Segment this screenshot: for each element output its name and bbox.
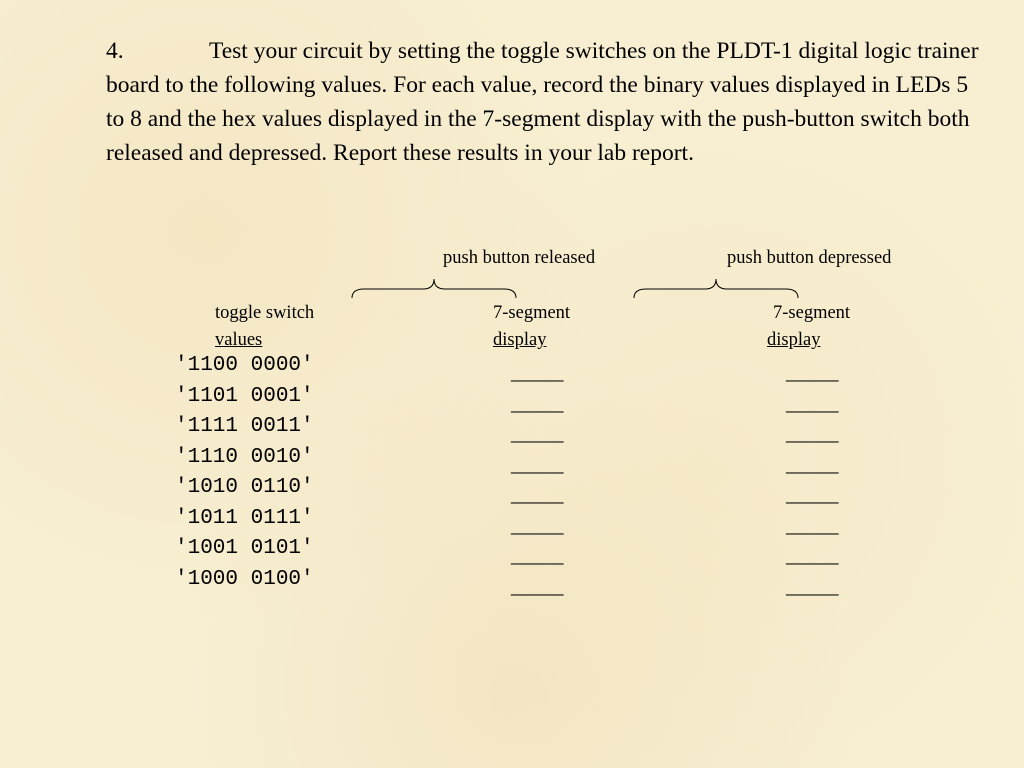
col-header-depressed-line1: 7-segment xyxy=(773,303,851,323)
instruction-paragraph xyxy=(106,34,986,170)
group-header-released: push button released xyxy=(443,248,596,268)
col-header-released-line2: display xyxy=(493,330,547,350)
toggle-value: '1000 0100' xyxy=(175,567,314,591)
depressed-answer-blank: _____ xyxy=(786,451,839,476)
col-header-toggle-line2: values xyxy=(215,330,263,350)
released-answer-blank: _____ xyxy=(511,451,564,476)
toggle-value: '1101 0001' xyxy=(175,384,314,408)
depressed-answer-blank: _____ xyxy=(786,390,839,415)
col-header-released-line1: 7-segment xyxy=(493,303,571,323)
depressed-answer-blank: _____ xyxy=(786,421,839,445)
toggle-value: '1001 0101' xyxy=(175,537,314,560)
toggle-value: '1011 0111' xyxy=(175,506,314,530)
released-answer-blank: _____ xyxy=(511,512,564,537)
depressed-answer-blank: _____ xyxy=(786,543,839,567)
released-answer-blank: _____ xyxy=(511,573,564,598)
brace-depressed xyxy=(632,276,800,302)
toggle-value: '1100 0000' xyxy=(175,354,314,377)
released-answer-blank: _____ xyxy=(511,421,564,445)
released-answer-blank: _____ xyxy=(511,390,564,415)
depressed-answer-blank: _____ xyxy=(786,512,839,537)
instruction-text: Test your circuit by setting the toggle switches on the PLDT-1 digital logic trainer board to the following values. For each value, record the binary values displayed in LEDs 5 to 8 and the hex values displayed in the 7-segment display with the push-button switch both released and depressed. Report these results in your lab report. xyxy=(106,38,979,166)
depressed-answer-blank: _____ xyxy=(786,573,839,598)
toggle-value: '1111 0011' xyxy=(175,415,314,438)
col-header-toggle-line1: toggle switch xyxy=(215,303,315,323)
col-header-depressed-line2: display xyxy=(767,330,821,350)
instruction-number: 4. xyxy=(106,38,124,64)
group-header-depressed: push button depressed xyxy=(727,248,892,268)
brace-released xyxy=(350,276,518,302)
toggle-value: '1110 0010' xyxy=(175,445,314,469)
depressed-answer-blank: _____ xyxy=(786,360,839,384)
released-answer-blank: _____ xyxy=(511,482,564,506)
toggle-value: '1010 0110' xyxy=(175,476,314,499)
released-answer-blank: _____ xyxy=(511,360,564,384)
depressed-answer-blank: _____ xyxy=(786,482,839,506)
released-answer-blank: _____ xyxy=(511,543,564,567)
